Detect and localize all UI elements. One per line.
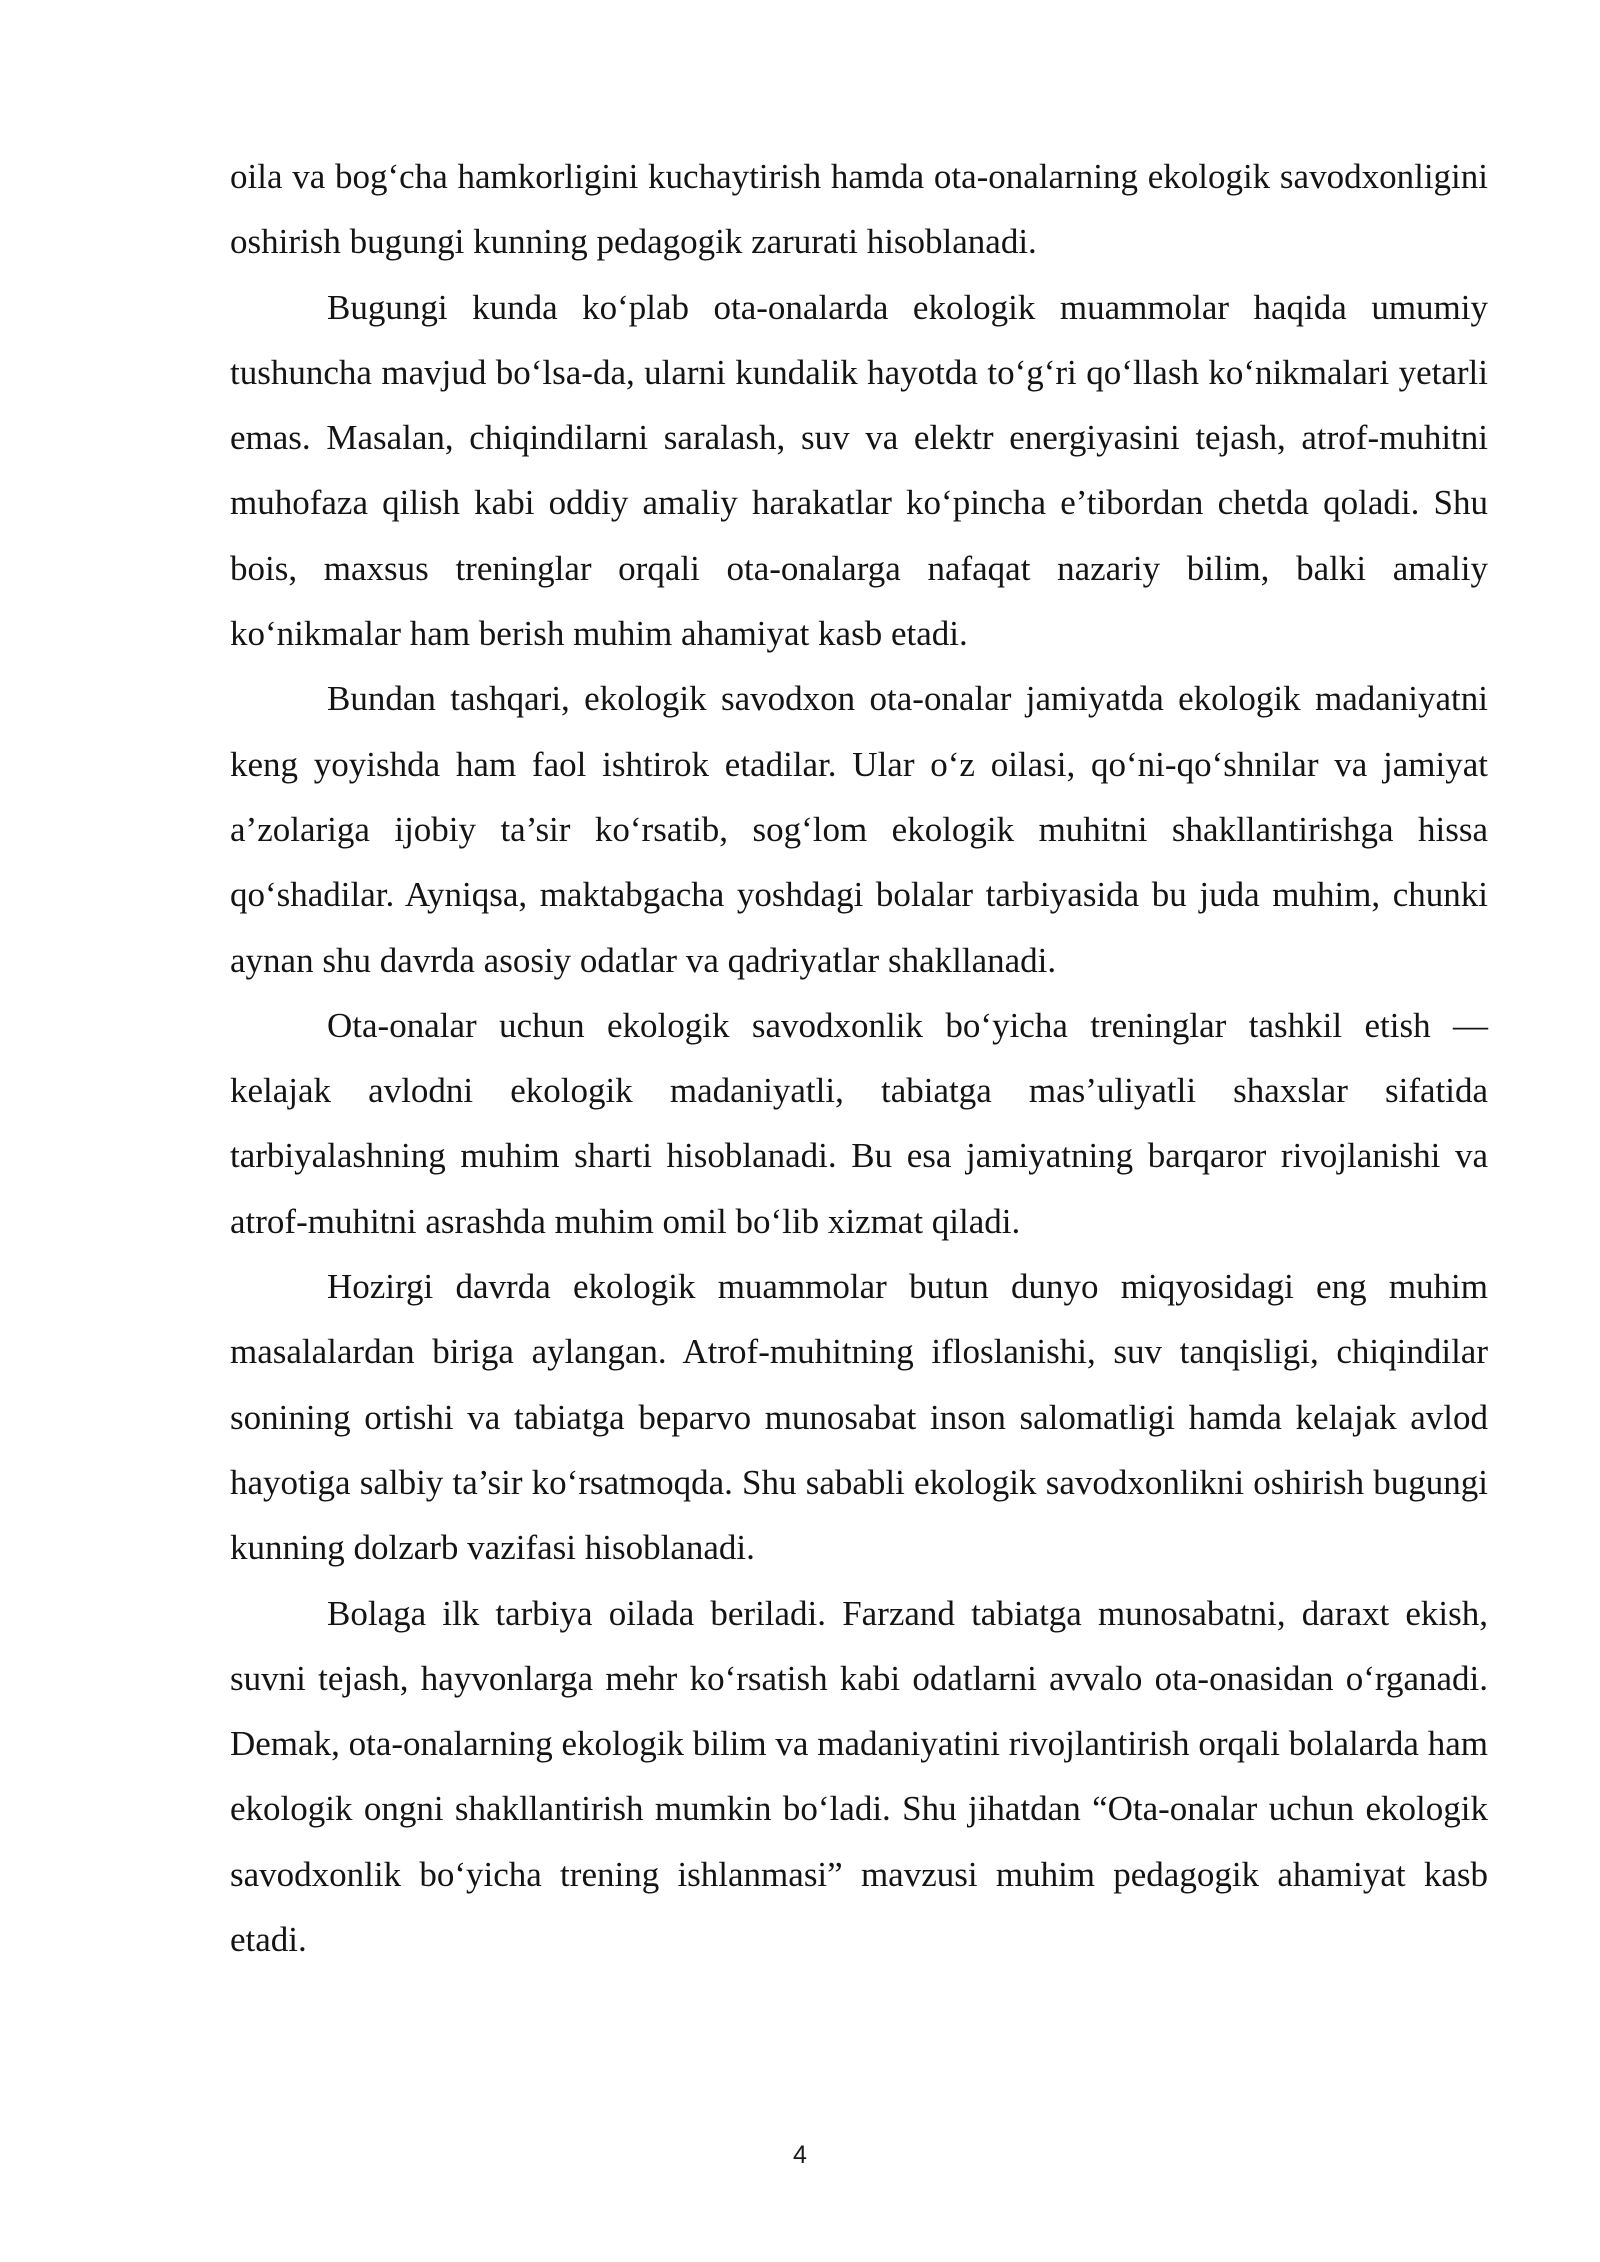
paragraph: Bundan tashqari, ekologik savodxon ota-onalar jamiyatda ekologik madaniyatni keng yoyishda ham faol ishtirok etadilar. Ular o‘z oilasi, qo‘ni-qo‘shnilar va jamiyat a’zolariga ijobiy ta’sir ko‘rsatib, sog‘lom ekologik muhitni shakllantirishga hissa qo‘shadilar. Ayniqsa, maktabgacha yoshdagi bolalar tarbiyasida bu juda muhim, chunki aynan shu davrda asosiy odatlar va qadriyatlar shakllanadi. (230, 679, 1488, 980)
paragraph: Hozirgi davrda ekologik muammolar butun dunyo miqyosidagi eng muhim masalalardan biriga aylangan. Atrof-muhitning ifloslanishi, suv tanqisligi, chiqindilar sonining ortishi va tabiatga beparvo munosabat inson salomatligi hamda kelajak avlod hayotiga salbiy ta’sir ko‘rsatmoqda. Shu sababli ekologik savodxonlikni oshirish bugungi kunning dolzarb vazifasi hisoblanadi. (230, 1267, 1488, 1568)
page-number: 4 (793, 2141, 807, 2169)
paragraph: Bugungi kunda ko‘plab ota-onalarda ekologik muammolar haqida umumiy tushuncha mavjud bo‘lsa-da, ularni kundalik hayotda to‘g‘ri qo‘llash ko‘nikmalari yetarli emas. Masalan, chiqindilarni saralash, suv va elektr energiyasini tejash, atrof-muhitni muhofaza qilish kabi oddiy amaliy harakatlar ko‘pincha e’tibordan chetda qoladi. Shu bois, maxsus treninglar orqali ota-onalarga nafaqat nazariy bilim, balki amaliy ko‘nikmalar ham berish muhim ahamiyat kasb etadi. (230, 287, 1488, 654)
paragraph-continuation: oila va bog‘cha hamkorligini kuchaytirish hamda ota-onalarning ekologik savodxonligini oshirish bugungi kunning pedagogik zarurati hisoblanadi. (230, 157, 1488, 262)
body-text (230, 144, 1488, 1972)
paragraph: Ota-onalar uchun ekologik savodxonlik bo‘yicha treninglar tashkil etish — kelajak avlodni ekologik madaniyatli, tabiatga mas’uliyatli shaxslar sifatida tarbiyalashning muhim sharti hisoblanadi. Bu esa jamiyatning barqaror rivojlanishi va atrof-muhitni asrashda muhim omil bo‘lib xizmat qiladi. (230, 1005, 1488, 1241)
paragraph: Bolaga ilk tarbiya oilada beriladi. Farzand tabiatga munosabatni, daraxt ekish, suvni tejash, hayvonlarga mehr ko‘rsatish kabi odatlarni avvalo ota-onasidan o‘rganadi. Demak, ota-onalarning ekologik bilim va madaniyatini rivojlantirish orqali bolalarda ham ekologik ongni shakllantirish mumkin bo‘ladi. Shu jihatdan “Ota-onalar uchun ekologik savodxonlik bo‘yicha trening ishlanmasi” mavzusi muhim pedagogik ahamiyat kasb etadi. (230, 1593, 1488, 1960)
